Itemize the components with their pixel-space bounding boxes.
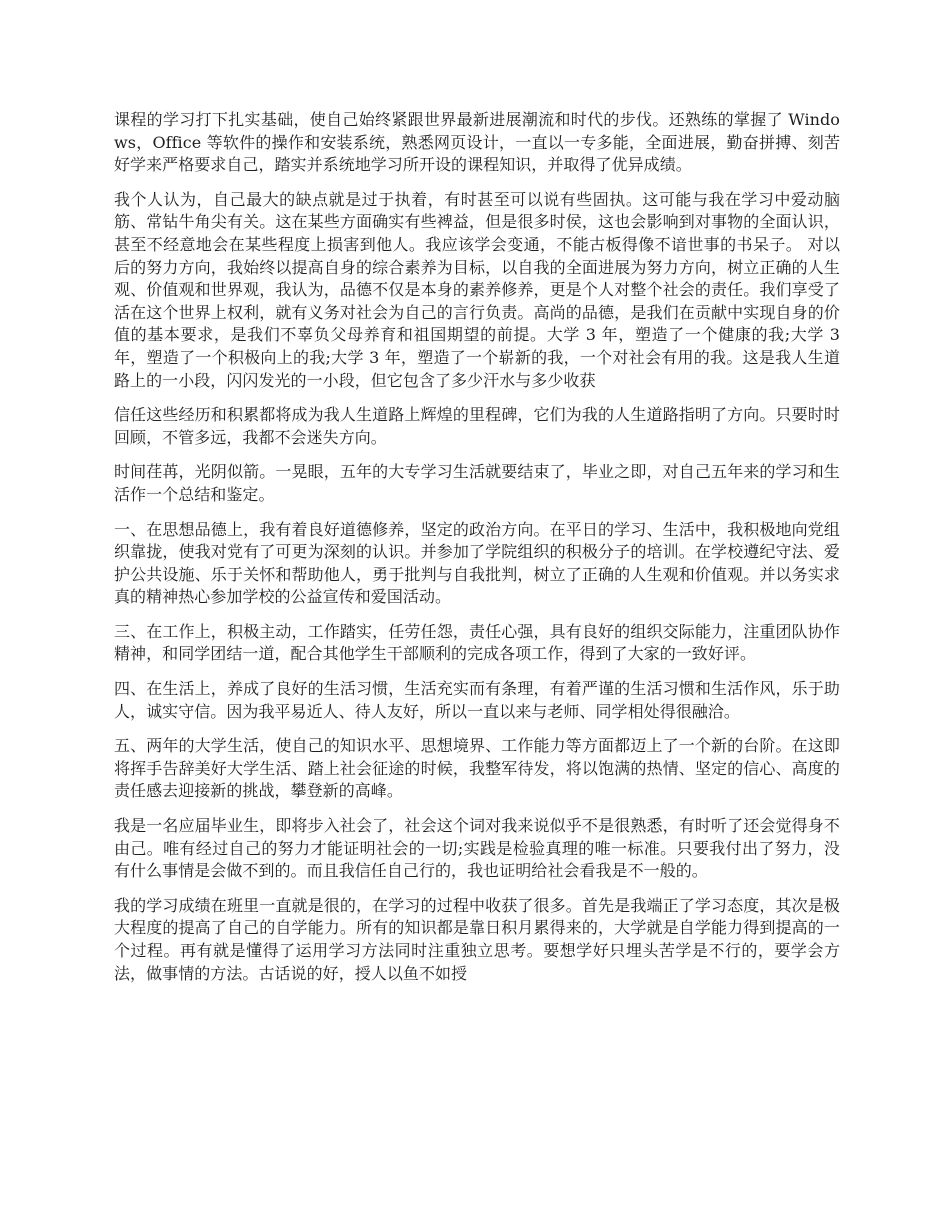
- paragraph-10: 我的学习成绩在班里一直就是很的，在学习的过程中收获了很多。首先是我端正了学习态度，其次是极大程度的提高了自己的自学能力。所有的知识都是靠日积月累得来的，大学就是自学能力得到提高的一个过程。再有就是懂得了运用学习方法同时注重独立思考。要想学好只埋头苦学是不行的，要学会方法，做事情的方法。古话说的好，授人以鱼不如授: [114, 895, 840, 983]
- paragraph-1: 课程的学习打下扎实基础，使自己始终紧跟世界最新进展潮流和时代的步伐。还熟练的掌握了 Windows，Office 等软件的操作和安装系统，熟悉网页设计，一直以一专多能，全面进展，勤奋拼搏、刻苦好学来严格要求自己，踏实并系统地学习所开设的课程知识，并取得了优异成绩。: [114, 110, 840, 175]
- paragraph-7: 四、在生活上，养成了良好的生活习惯，生活充实而有条理，有着严谨的生活习惯和生活作风，乐于助人，诚实守信。因为我平易近人、待人友好，所以一直以来与老师、同学相处得很融洽。: [114, 679, 840, 721]
- paragraph-6: 三、在工作上，积极主动，工作踏实，任劳任怨，责任心强，具有良好的组织交际能力，注重团队协作精神，和同学团结一道，配合其他学生干部顺利的完成各项工作，得到了大家的一致好评。: [114, 621, 840, 664]
- paragraph-9: 我是一名应届毕业生，即将步入社会了，社会这个词对我来说似乎不是很熟悉，有时听了还会觉得身不由己。唯有经过自己的努力才能证明社会的一切;实践是检验真理的唯一标准。只要我付出了努力，没有什么事情是会做不到的。而且我信任自己行的，我也证明给社会看我是不一般的。: [114, 816, 840, 881]
- paragraph-3: 信任这些经历和积累都将成为我人生道路上辉煌的里程碑，它们为我的人生道路指明了方向。只要时时回顾，不管多远，我都不会迷失方向。: [114, 405, 840, 447]
- paragraph-4: 时间荏苒，光阴似箭。一晃眼，五年的大专学习生活就要结束了，毕业之即，对自己五年来的学习和生活作一个总结和鉴定。: [114, 462, 840, 504]
- paragraph-5: 一、在思想品德上，我有着良好道德修养，坚定的政治方向。在平日的学习、生活中，我积极地向党组织靠拢，使我对党有了可更为深刻的认识。并参加了学院组织的积极分子的培训。在学校遵纪守法、爱护公共设施、乐于关怀和帮助他人，勇于批判与自我批判，树立了正确的人生观和价值观。并以务实求真的精神热心参加学校的公益宣传和爱国活动。: [114, 519, 840, 607]
- paragraph-2: 我个人认为，自己最大的缺点就是过于执着，有时甚至可以说有些固执。这可能与我在学习中爱动脑筋、常钻牛角尖有关。这在某些方面确实有些裨益，但是很多时侯，这也会影响到对事物的全面认识，甚至不经意地会在某些程度上损害到他人。我应该学会变通，不能古板得像不谙世事的书呆子。 对以后的努力方向，我始终以提高自身的综合素养为目标，以自我的全面进展为努力方向，树立正确的人生观、价值观和世界观，我认为，品德不仅是本身的素养修养，更是个人对整个社会的责任。我们享受了活在这个世界上权利，就有义务对社会为自己的言行负责。高尚的品德，是我们在贡献中实现自身的价值的基本要求，是我们不辜负父母养育和祖国期望的前提。大学 3 年，塑造了一个健康的我;大学 3 年，塑造了一个积极向上的我;大学 3 年，塑造了一个崭新的我，一个对社会有用的我。这是我人生道路上的一小段，闪闪发光的一小段，但它包含了多少汗水与多少收获: [114, 189, 840, 390]
- paragraph-8: 五、两年的大学生活，使自己的知识水平、思想境界、工作能力等方面都迈上了一个新的台阶。在这即将挥手告辞美好大学生活、踏上社会征途的时候，我整军待发，将以饱满的热情、坚定的信心、高度的责任感去迎接新的挑战，攀登新的高峰。: [114, 736, 840, 801]
- document-body: [114, 109, 840, 997]
